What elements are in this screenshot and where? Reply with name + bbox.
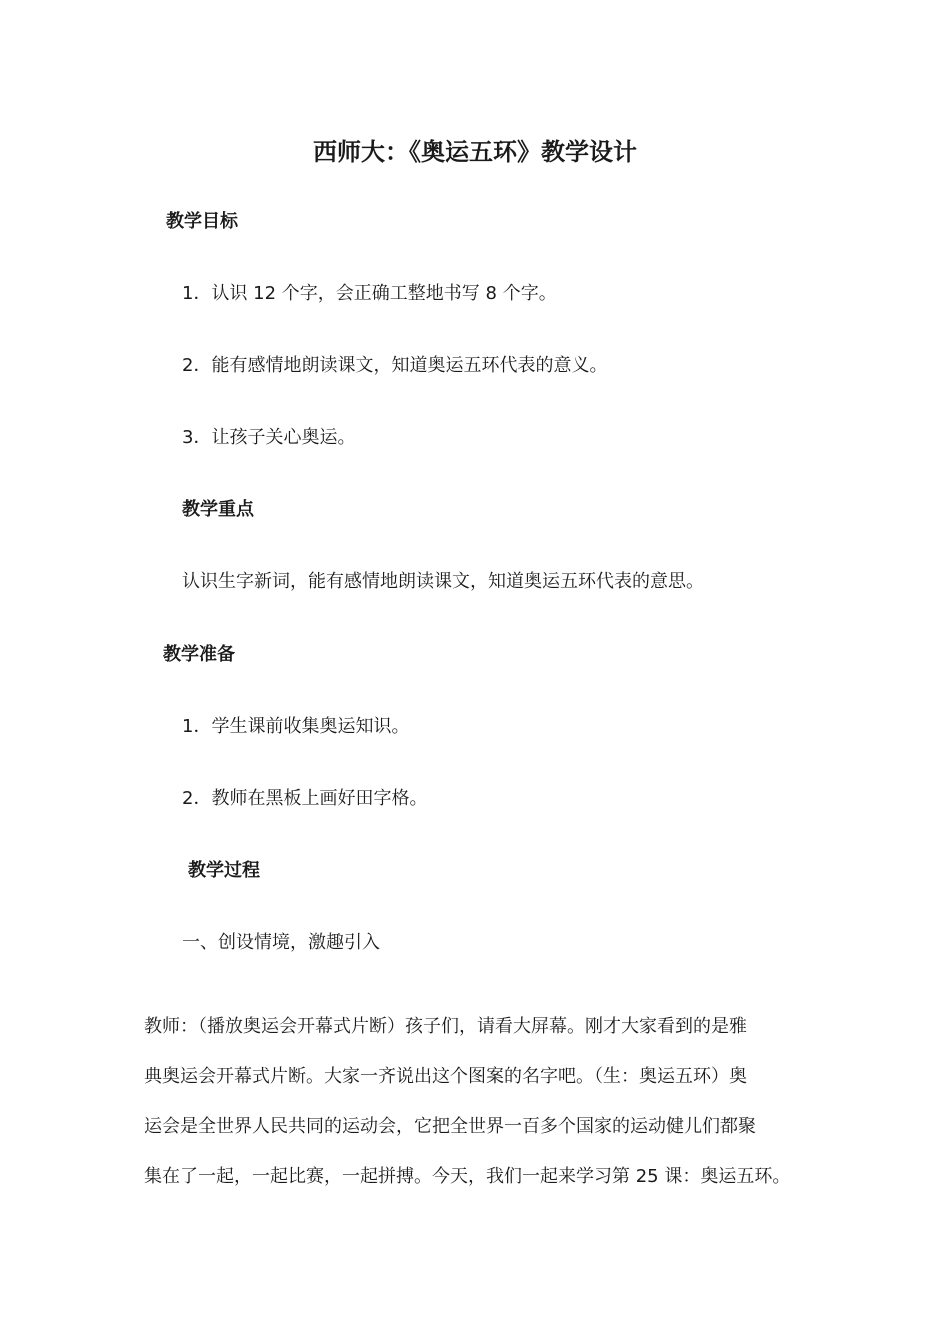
preparation-heading: 教学准备 <box>163 644 235 665</box>
preparation-item-1: 1．学生课前收集奥运知识。 <box>182 716 410 737</box>
process-paragraph <box>144 1002 844 1202</box>
preparation-item-2: 2．教师在黑板上画好田字格。 <box>182 788 428 809</box>
key-points-text: 认识生字新词，能有感情地朗读课文，知道奥运五环代表的意思。 <box>182 571 704 592</box>
process-heading: 教学过程 <box>188 860 260 881</box>
paragraph-line: 教师：（播放奥运会开幕式片断）孩子们，请看大屏幕。刚才大家看到的是雅 <box>144 1016 747 1037</box>
objective-item-3: 3．让孩子关心奥运。 <box>182 427 356 448</box>
objective-item-2: 2．能有感情地朗读课文，知道奥运五环代表的意义。 <box>182 355 608 376</box>
process-step-one: 一、创设情境，激趣引入 <box>182 932 380 953</box>
paragraph-line: 集在了一起，一起比赛，一起拼搏。今天，我们一起来学习第 25 课：奥运五环。 <box>144 1166 791 1187</box>
objective-item-1: 1．认识 12 个字，会正确工整地书写 8 个字。 <box>182 283 557 304</box>
document-title: 西师大：《奥运五环》教学设计 <box>313 138 637 166</box>
paragraph-line: 运会是全世界人民共同的运动会，它把全世界一百多个国家的运动健儿们都聚 <box>144 1116 756 1137</box>
key-points-heading: 教学重点 <box>182 499 254 520</box>
paragraph-line: 典奥运会开幕式片断。大家一齐说出这个图案的名字吧。（生：奥运五环）奥 <box>144 1066 747 1087</box>
objectives-heading: 教学目标 <box>166 211 238 232</box>
